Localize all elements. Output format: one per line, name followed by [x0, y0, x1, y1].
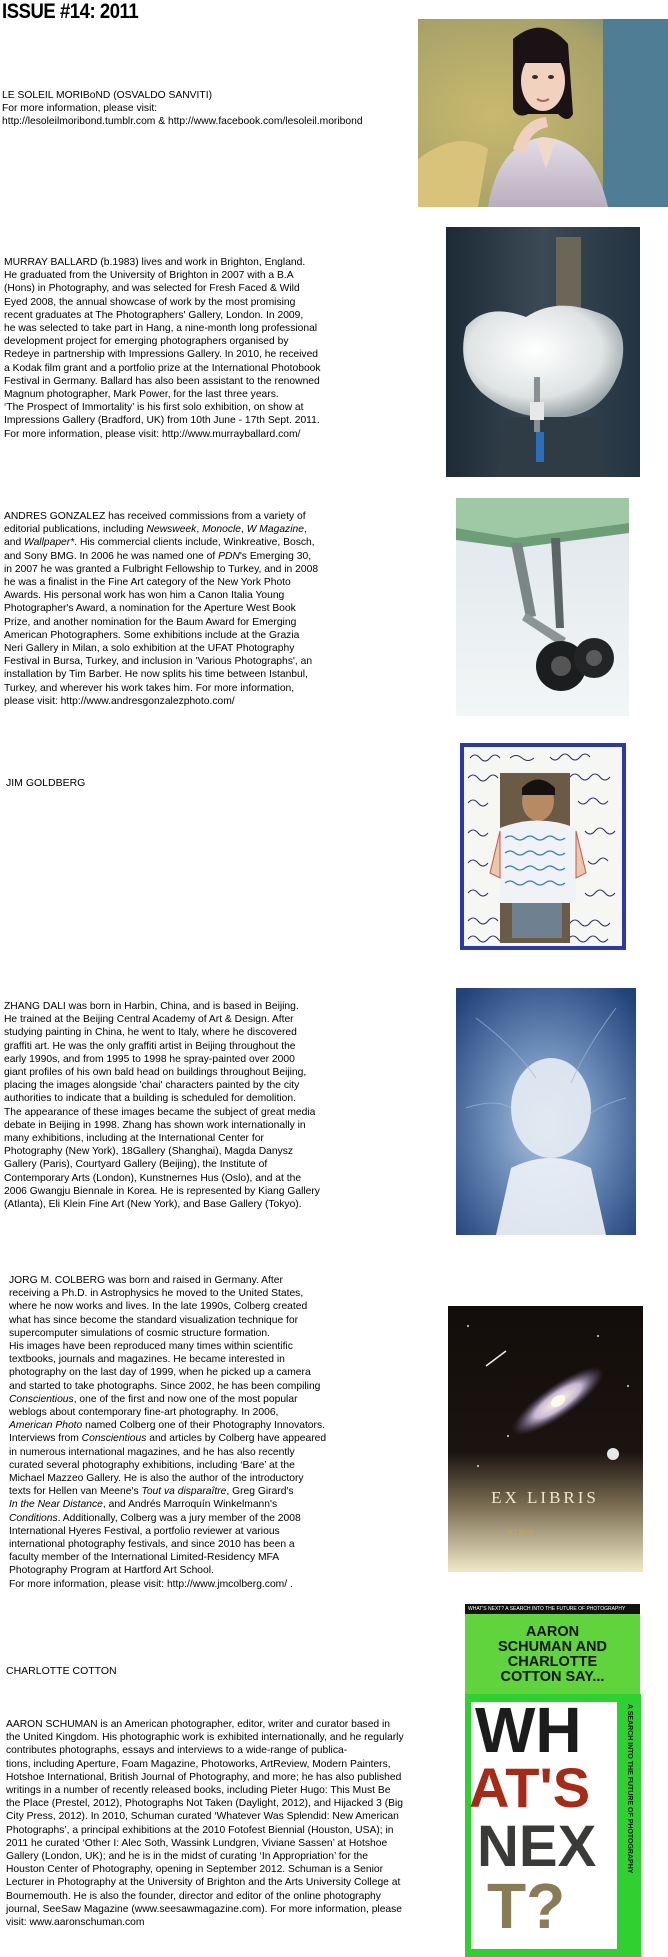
colberg-bio: JORG M. COLBERG was born and raised in Germany. After receiving a Ph.D. in Astrophysics he moved to the United States, where he now works and lives. In the late 1990s, Colberg created what has since become the standard visualization technique for supercomputer simulations of cosmic structure formation. His images have been reproduced many times within scientific textbooks, journals and magazines. He became interested in photography on the last day of 1999, when he picked up a camera and started to take photographs. Since 2002, he has been compiling Conscientious, one of the first and now one of the most popular weblogs about contemporary fine-art photography. In 2006, American Photo named Colberg one of their Photography Innovators. Interviews from Conscientious and articles by Colberg have appeared in numerous international magazines, and he has also recently curated several photography exhibitions, including ‘Bare’ at the Michael Mazzeo Gallery. He is also the author of the introductory texts for Hellen van Meene's Tout va disparaître, Greg Girard's In the Near Distance, and Andrés Marroquín Winkelmann's Conditions. Additionally, Colberg was a jury member of the 2008 International Hyeres Festival, a portfolio reviewer at various international photography festivals, and since 2010 has been a faculty member of the International Limited-Residency MFA Photography Program at Hartford Art School. For more information, please visit: http://www.jmcolberg.com/ .: [9, 1275, 327, 1590]
ex-libris-photo: [448, 1306, 643, 1572]
landing-gear-photo: [456, 498, 629, 716]
portrait-calligraphy-photo: [460, 743, 626, 950]
cover-top-bar: WHAT'S NEXT? A SEARCH INTO THE FUTURE OF PHOTOGRAPHY: [465, 1604, 640, 1614]
cover-headline: AARON SCHUMAN AND CHARLOTTE COTTON SAY...: [497, 1624, 607, 1685]
woman-portrait-photo: [418, 19, 668, 207]
poster-word-3: NEX: [477, 1814, 597, 1879]
ballard-bio: MURRAY BALLARD (b.1983) lives and work in Brighton, England. He graduated from the University of Brighton in 2007 with a B.A (Hons) in Photography, and was selected for Fresh Faced & Wild Eyed 2008, the annual showcase of work by the most promising recent graduates at The Photographers' Gallery, London. In 2009, he was selected to take part in Hang, a nine-month long professional development project for emerging photographers organised by Redeye in partnership with Impressions Gallery. In 2010, he received a Kodak film grant and a portfolio prize at the International Photobook Festival in Germany. Ballard has also been assistant to the renowned Magnum photographer, Mark Power, for the last three years. ‘The Prospect of Immortality’ is his first solo exhibition, on show at Impressions Gallery (Bradford, UK) from 10th June - 17th Sept. 2011. For more information, please visit: http://www.murrayballard.com/: [4, 257, 321, 440]
ex-libris-title: EX LIBRIS: [491, 1488, 599, 1507]
issue-title: ISSUE #14: 2011: [2, 0, 139, 23]
cryonics-tank-photo: [446, 227, 640, 477]
poster-word-2: AT'S: [469, 1756, 591, 1819]
poster-word-1: WH: [475, 1694, 582, 1766]
poster-word-4: T?: [487, 1870, 566, 1942]
cotton-name: CHARLOTTE COTTON: [6, 1665, 117, 1677]
ex-libris-subtitle: STROI: [508, 1528, 535, 1538]
cyanotype-photo: [456, 988, 636, 1235]
sanviti-bio: LE SOLEIL MORIBoND (OSVALDO SANVITI) For more information, please visit: http://lesoleilmoribond.tumblr.com & http://www.facebook.com/lesoleil.moribond: [2, 90, 363, 128]
gonzalez-bio: ANDRES GONZALEZ has received commissions from a variety of editorial publications, including Newsweek, Monocle, W Magazine, and Wallpaper*. His commercial clients include, Winkreative, Bosch, and Sony BMG. In 2006 he was named one of PDN's Emerging 30, in 2007 he was granted a Fulbright Fellowship to Turkey, and in 2008 he was a finalist in the Fine Art category of the New York Photo Awards. His personal work has won him a Canon Italia Young Photographer's Award, a nomination for the Aperture West Book Prize, and another nomination for the Baum Award for Emerging American Photographers. Some exhibitions include at the Grazia Neri Gallery in Milan, a solo exhibition at the UFAT Photography Festival in Bursa, Turkey, and inclusion in 'Various Photographs', an installation by Tim Barber. He now splits his time between Istanbul, Turkey, and wherever his work takes him. For more information, please visit: http://www.andresgonzalezphoto.com/: [4, 511, 319, 707]
whats-next-poster-image: [465, 1694, 641, 1957]
schuman-bio: AARON SCHUMAN is an American photographer, editor, writer and curator based in the United Kingdom. His photographic work is exhibited internationally, and he regularly contributes photographs, essays and interviews to a wide-range of publica- tions, including Aperture, Foam Magazine, Photoworks, ArtReview, Modern Painters, Hotshoe International, British Journal of Photography, and more; he has also published writings in a number of recently released books, including Pieter Hugo: This Must Be the Place (Prestel, 2012), Photographs Not Taken (Daylight, 2012), and Hijacked 3 (Big City Press, 2012). In 2010, Schuman curated ‘Whatever Was Splendid: New American Photographs’, a principal exhibitions at the 2010 Fotofest Biennial (Houston, USA); in 2011 he curated ‘Other I: Alec Soth, Wassink Lundgren, Viviane Sassen’ at Hotshoe Gallery (London, UK); and he is in the midst of curating ‘In Appropriation’ for the Houston Center of Photography, opening in September 2012. Schuman is a Senior Lecturer in Photography at the University of Brighton and the Arts University College at Bournemouth. He is also the founder, director and editor of the online photography journal, SeeSaw Magazine (www.seesawmagazine.com). For more information, please visit: www.aaronschuman.com: [6, 1719, 404, 1929]
goldberg-name: JIM GOLDBERG: [6, 777, 86, 789]
zhang-bio: ZHANG DALI was born in Harbin, China, and is based in Beijing. He trained at the Beijing Central Academy of Art & Design. After studying painting in China, he went to Italy, where he discovered graffiti art. He was the only graffiti artist in Beijing throughout the early 1990s, and from 1995 to 1998 he spray-painted over 2000 giant profiles of his own bald head on buildings throughout Beijing, placing the images alongside 'chai' characters painted by the city authorities to indicate that a building is scheduled for demolition. The appearance of these images became the subject of great media debate in Beijing in 1998. Zhang has shown work internationally in many exhibitions, including at the International Center for Photography (New York), 18Gallery (Shanghai), Magda Danysz Gallery (Paris), Courtyard Gallery (Beijing), the Institute of Contemporary Arts (London), Kunstnernes Hus (Oslo), and at the 2006 Gwangju Biennale in Korea. He is represented by Kiang Gallery (Atlanta), Eli Klein Fine Art (New York), and Base Gallery (Tokyo).: [4, 1001, 320, 1211]
whats-next-cover-image: [465, 1604, 640, 1694]
poster-side-text: A SEARCH INTO THE FUTURE OF PHOTOGRAPHY: [626, 1704, 633, 1874]
